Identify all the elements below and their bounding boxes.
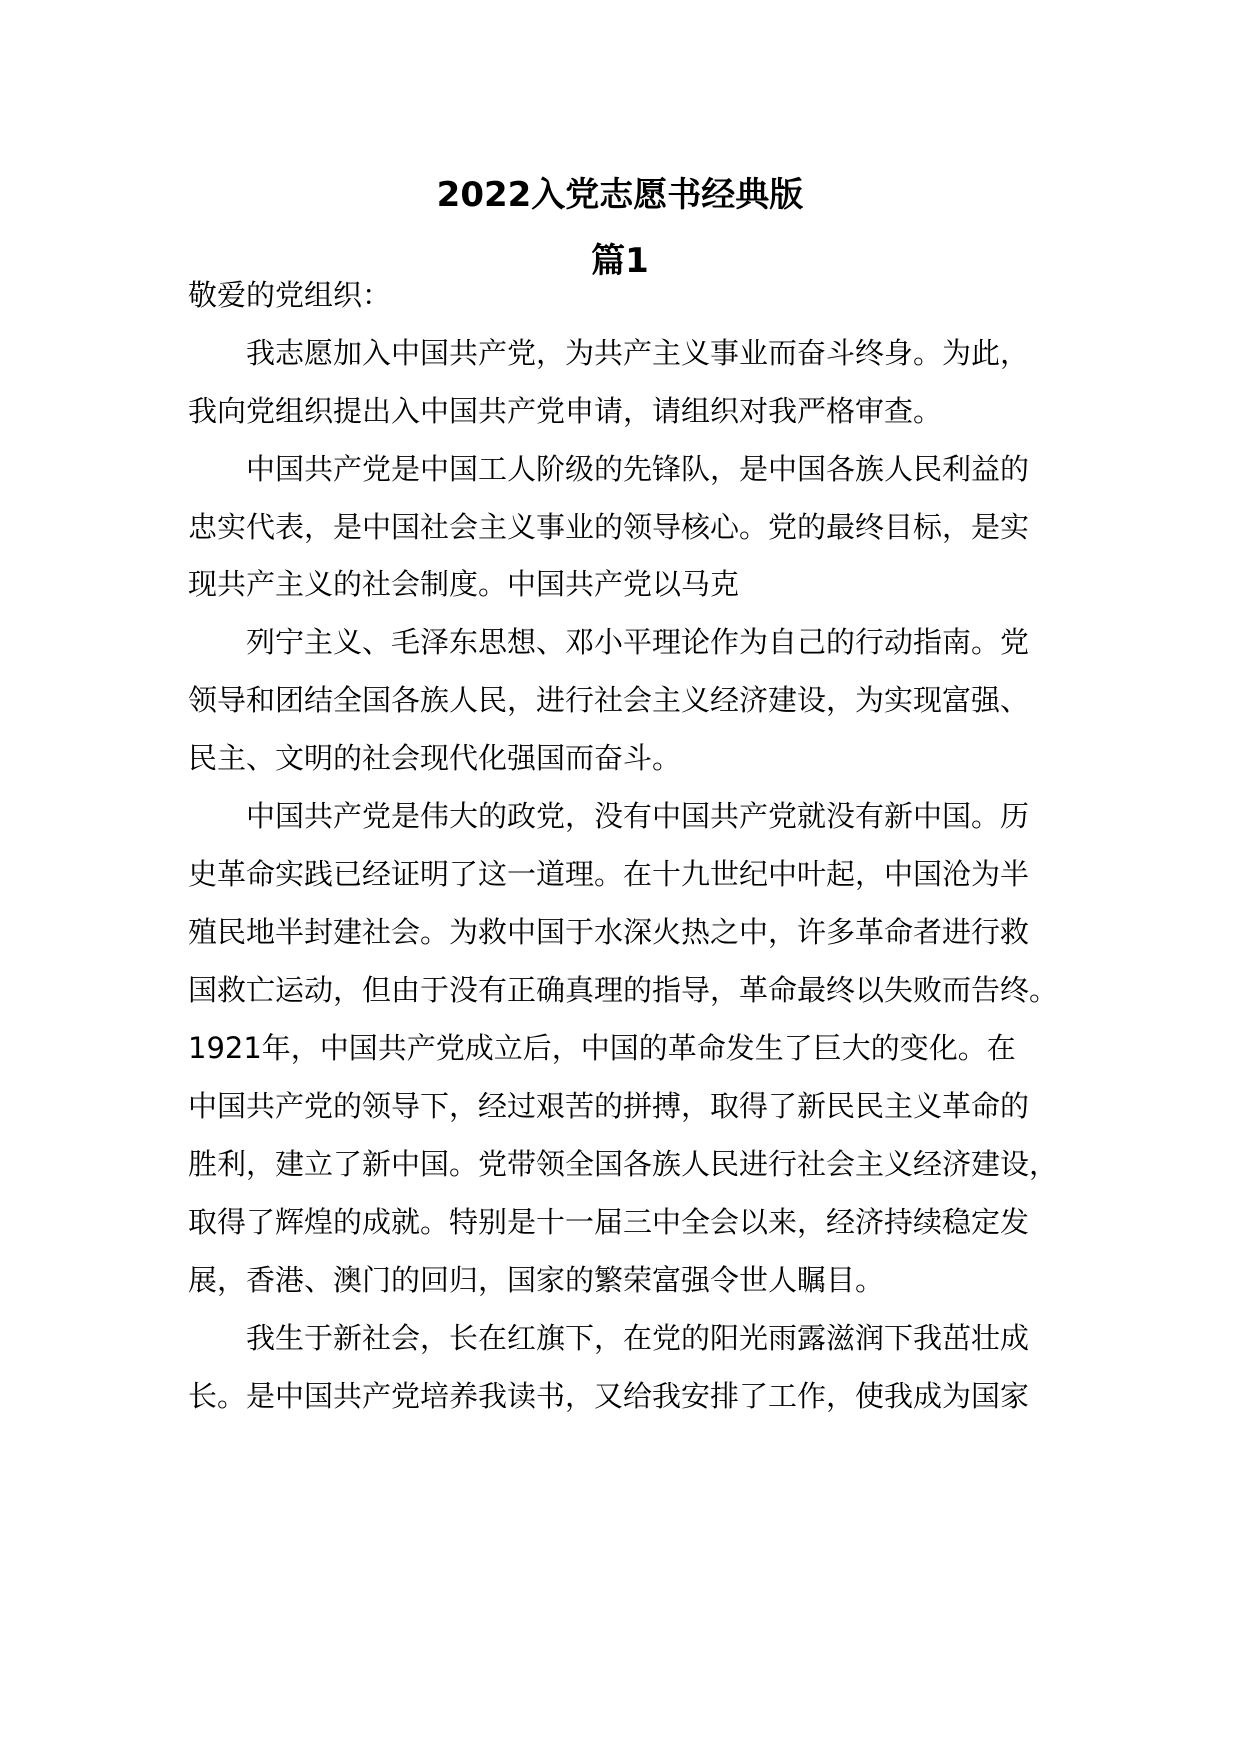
paragraph-line: 展，香港、澳门的回归，国家的繁荣富强令世人瞩目。 (188, 1263, 885, 1297)
paragraph-line: 我生于新社会，长在红旗下，在党的阳光雨露滋润下我茁壮成 (246, 1321, 1030, 1355)
paragraph-line: 长。是中国共产党培养我读书，又给我安排了工作，使我成为国家 (188, 1379, 1030, 1413)
paragraph-line: 史革命实践已经证明了这一道理。在十九世纪中叶起，中国沧为半 (188, 857, 1030, 891)
salutation-line: 敬爱的党组织： (188, 278, 392, 312)
paragraph-line: 我向党组织提出入中国共产党申请，请组织对我严格审查。 (188, 394, 943, 428)
document-title: 2022入党志愿书经典版 (436, 175, 804, 215)
paragraph-line: 取得了辉煌的成就。特别是十一届三中全会以来，经济持续稳定发 (188, 1205, 1030, 1239)
paragraph-line: 列宁主义、毛泽东思想、邓小平理论作为自己的行动指南。党 (246, 625, 1030, 659)
paragraph-line: 中国共产党是伟大的政党，没有中国共产党就没有新中国。历 (246, 799, 1030, 833)
paragraph-line: 1921年，中国共产党成立后，中国的革命发生了巨大的变化。在 (188, 1031, 1016, 1065)
paragraph-line: 国救亡运动，但由于没有正确真理的指导，革命最终以失败而告终。 (188, 973, 1059, 1007)
document-subtitle: 篇1 (591, 241, 649, 281)
paragraph-line: 我志愿加入中国共产党，为共产主义事业而奋斗终身。为此， (246, 336, 1030, 370)
paragraph-line: 胜利，建立了新中国。党带领全国各族人民进行社会主义经济建设， (188, 1147, 1059, 1181)
paragraph-line: 殖民地半封建社会。为救中国于水深火热之中，许多革命者进行救 (188, 915, 1030, 949)
paragraph-line: 民主、文明的社会现代化强国而奋斗。 (188, 741, 682, 775)
paragraph-line: 现共产主义的社会制度。中国共产党以马克 (188, 567, 740, 601)
paragraph-line: 中国共产党的领导下，经过艰苦的拼搏，取得了新民民主义革命的 (188, 1089, 1030, 1123)
paragraph-line: 领导和团结全国各族人民，进行社会主义经济建设，为实现富强、 (188, 683, 1030, 717)
paragraph-line: 忠实代表，是中国社会主义事业的领导核心。党的最终目标，是实 (188, 510, 1030, 544)
paragraph-line: 中国共产党是中国工人阶级的先锋队，是中国各族人民利益的 (246, 452, 1030, 486)
